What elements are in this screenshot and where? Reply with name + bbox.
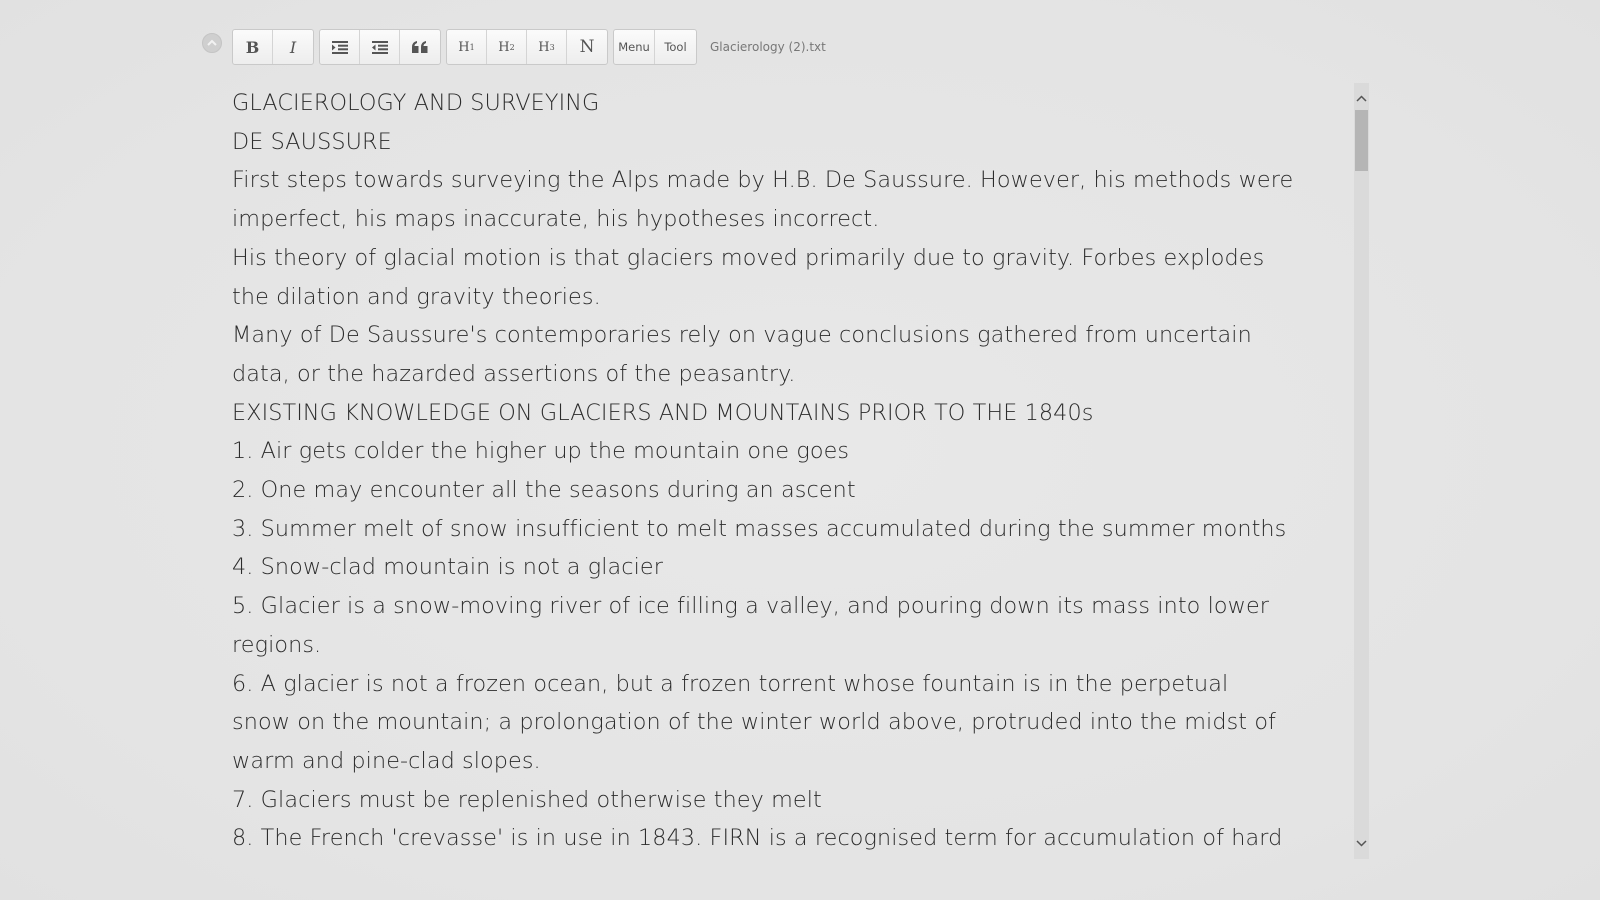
document-line: imperfect, his maps inaccurate, his hypotheses incorrect. <box>232 206 880 233</box>
scroll-down-arrow-icon[interactable] <box>1354 836 1369 851</box>
document-line: the dilation and gravity theories. <box>232 283 601 310</box>
document-line: EXISTING KNOWLEDGE ON GLACIERS AND MOUNTAINS PRIOR TO THE 1840s <box>232 399 1094 426</box>
block-group <box>319 29 441 65</box>
document-line: regions. <box>232 631 322 658</box>
bold-button[interactable]: B <box>233 30 273 64</box>
blockquote-icon <box>412 41 428 53</box>
document-line: 4. Snow-clad mountain is not a glacier <box>232 554 664 581</box>
vertical-scrollbar[interactable] <box>1354 83 1369 859</box>
heading-3-button[interactable] <box>527 30 567 64</box>
document-line: Many of De Saussure's contemporaries rely on vague conclusions gathered from uncertain <box>232 322 1252 349</box>
normal-text-button[interactable]: N <box>579 37 595 57</box>
document-line: 3. Summer melt of snow insufficient to melt masses accumulated during the summer months <box>232 515 1287 542</box>
document-line: data, or the hazarded assertions of the peasantry. <box>232 360 796 387</box>
heading-3-label: H <box>538 39 550 55</box>
document-text-area[interactable] <box>232 84 1352 860</box>
document-line: 7. Glaciers must be replenished otherwise they melt <box>232 786 822 813</box>
file-name: Glacierology (2).txt <box>710 40 826 54</box>
heading-2-label: H <box>498 39 510 55</box>
heading-1-label: H <box>458 39 470 55</box>
heading-3-level: 3 <box>549 42 555 52</box>
heading-1-level: 1 <box>469 42 475 52</box>
document-line: 2. One may encounter all the seasons during an ascent <box>232 477 856 504</box>
scroll-up-arrow-icon[interactable] <box>1354 91 1369 106</box>
heading-group <box>446 29 608 65</box>
indent-icon <box>332 41 348 54</box>
document-line: DE SAUSSURE <box>232 128 392 155</box>
document-line: snow on the mountain; a prolongation of the winter world above, protruded into the midst of <box>232 709 1277 736</box>
chevron-up-circle-icon[interactable] <box>202 33 222 53</box>
outdent-icon <box>372 41 388 54</box>
blockquote-button[interactable] <box>400 30 440 64</box>
outdent-button[interactable] <box>360 30 400 64</box>
menu-button[interactable]: Menu <box>614 30 655 64</box>
heading-2-button[interactable] <box>487 30 527 64</box>
menu-group <box>613 29 697 65</box>
text-style-group <box>232 29 314 65</box>
document-line: 8. The French 'crevasse' is in use in 1843. FIRN is a recognised term for accumulation of hard <box>232 825 1283 852</box>
document-line: His theory of glacial motion is that glaciers moved primarily due to gravity. Forbes explodes <box>232 244 1265 271</box>
heading-2-level: 2 <box>509 42 515 52</box>
document-line: First steps towards surveying the Alps made by H.B. De Saussure. However, his methods were <box>232 167 1294 194</box>
document-line: warm and pine-clad slopes. <box>232 747 541 774</box>
document-line: 6. A glacier is not a frozen ocean, but a frozen torrent whose fountain is in the perpetual <box>232 670 1229 697</box>
scrollbar-thumb[interactable] <box>1355 110 1368 171</box>
indent-button[interactable] <box>320 30 360 64</box>
tool-button[interactable]: Tool <box>664 40 687 54</box>
formatting-toolbar <box>232 28 826 66</box>
heading-1-button[interactable] <box>447 30 487 64</box>
document-line: 5. Glacier is a snow-moving river of ice filling a valley, and pouring down its mass into lower <box>232 593 1270 620</box>
document-line: GLACIEROLOGY AND SURVEYING <box>232 90 600 116</box>
italic-button[interactable]: I <box>289 37 297 57</box>
document-line: 1. Air gets colder the higher up the mountain one goes <box>232 438 850 465</box>
